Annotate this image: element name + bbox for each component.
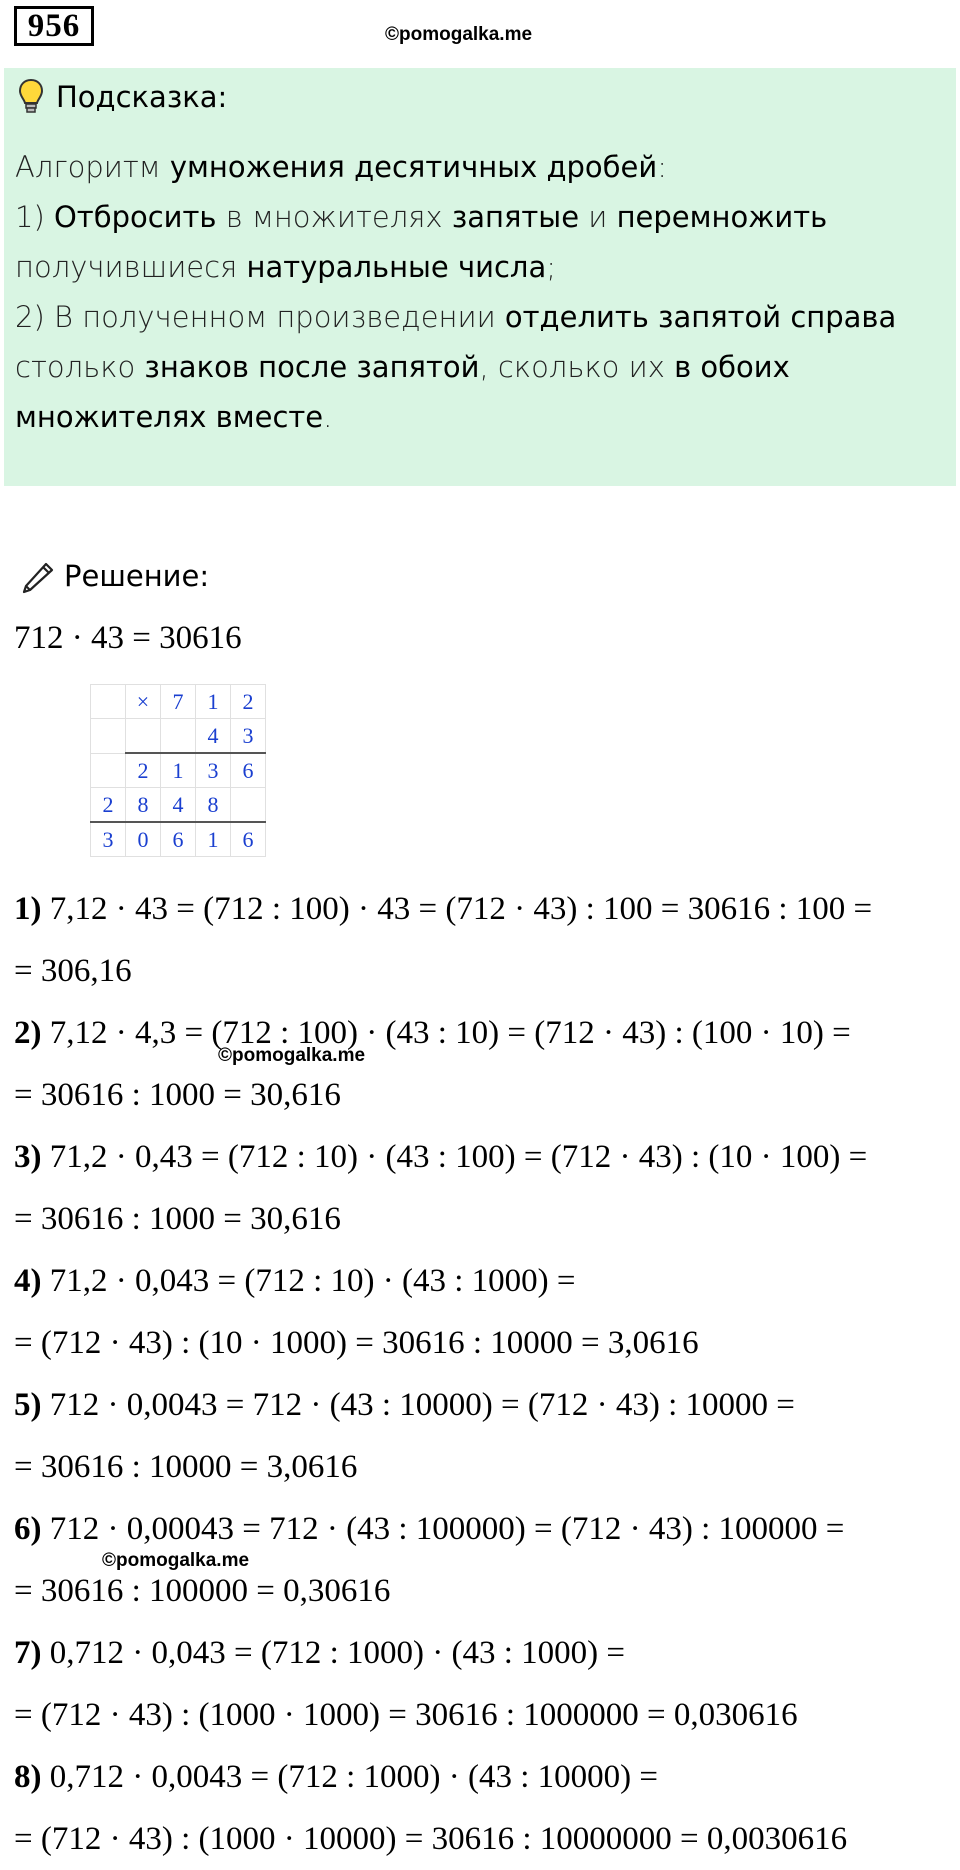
- calc-row: [91, 753, 266, 788]
- hint-box: [4, 68, 956, 486]
- hint-line-3: получившиеся натуральные числа;: [15, 250, 557, 284]
- step-6-line-1: 6) 712 · 0,00043 = 712 · (43 : 100000) = (712 · 43) : 100000 =: [14, 1511, 845, 1547]
- calc-cell: [91, 719, 126, 754]
- calc-cell: 8: [126, 788, 161, 823]
- step-3-line-2: = 30616 : 1000 = 30,616: [14, 1201, 341, 1237]
- calc-cell: 0: [126, 822, 161, 857]
- hint-line-1: Алгоритм умножения десятичных дробей:: [15, 150, 668, 184]
- hint-text: [15, 142, 945, 442]
- calc-cell: 4: [196, 719, 231, 754]
- step-5-line-2: = 30616 : 10000 = 3,0616: [14, 1449, 358, 1485]
- solution-heading: [18, 556, 209, 596]
- calc-cell: 2: [126, 753, 161, 788]
- problem-number: 956: [14, 6, 94, 46]
- calc-cell: [126, 719, 161, 754]
- calc-cell: 7: [161, 685, 196, 719]
- calc-cell: 8: [196, 788, 231, 823]
- calc-cell: 1: [196, 822, 231, 857]
- pencil-icon: [18, 556, 58, 596]
- column-multiplication: [90, 684, 266, 857]
- step-7-line-2: = (712 · 43) : (1000 · 1000) = 30616 : 1000000 = 0,030616: [14, 1697, 798, 1733]
- calc-cell: [91, 753, 126, 788]
- step-7-line-1: 7) 0,712 · 0,043 = (712 : 1000) · (43 : 1000) =: [14, 1635, 625, 1671]
- hint-line-5: столько знаков после запятой, сколько их в обоих: [15, 350, 790, 384]
- calc-cell: [91, 685, 126, 719]
- calc-cell: 6: [231, 822, 266, 857]
- step-4-line-1: 4) 71,2 · 0,043 = (712 : 10) · (43 : 1000) =: [14, 1263, 576, 1299]
- hint-heading: [18, 78, 227, 116]
- lightbulb-icon: [18, 78, 44, 116]
- calc-row: [91, 822, 266, 857]
- calc-cell: 3: [196, 753, 231, 788]
- step-1-line-2: = 306,16: [14, 953, 132, 989]
- calc-row: [91, 719, 266, 754]
- watermark-top: ©pomogalka.me: [385, 24, 533, 45]
- calc-row: [91, 685, 266, 719]
- main-equation: 712 · 43 = 30616: [14, 620, 242, 656]
- solution-title: Решение:: [64, 559, 210, 593]
- calc-cell: [161, 719, 196, 754]
- watermark-low: ©pomogalka.me: [102, 1550, 250, 1571]
- solution-steps: [14, 878, 954, 1870]
- step-2-line-1: 2) 7,12 · 4,3 = (712 : 100) · (43 : 10) = (712 · 43) : (100 · 10) =: [14, 1015, 851, 1051]
- calc-cell: 3: [91, 822, 126, 857]
- calc-cell: 2: [231, 685, 266, 719]
- calc-cell: ×: [126, 685, 161, 719]
- step-2-line-2: = 30616 : 1000 = 30,616: [14, 1077, 341, 1113]
- step-6-line-2: = 30616 : 100000 = 0,30616: [14, 1573, 391, 1609]
- hint-line-2: 1) Отбросить в множителях запятые и перемножить: [15, 200, 828, 234]
- calc-cell: 1: [196, 685, 231, 719]
- watermark-mid: ©pomogalka.me: [218, 1045, 366, 1066]
- step-3-line-1: 3) 71,2 · 0,43 = (712 : 10) · (43 : 100) = (712 · 43) : (10 · 100) =: [14, 1139, 868, 1175]
- calc-row: [91, 788, 266, 823]
- step-8-line-1: 8) 0,712 · 0,0043 = (712 : 1000) · (43 : 10000) =: [14, 1759, 658, 1795]
- calc-cell: 2: [91, 788, 126, 823]
- calc-cell: [231, 788, 266, 823]
- calc-cell: 4: [161, 788, 196, 823]
- step-5-line-1: 5) 712 · 0,0043 = 712 · (43 : 10000) = (712 · 43) : 10000 =: [14, 1387, 795, 1423]
- step-1-line-1: 1) 7,12 · 43 = (712 : 100) · 43 = (712 · 43) : 100 = 30616 : 100 =: [14, 891, 873, 927]
- calc-cell: 6: [161, 822, 196, 857]
- hint-line-6: множителях вместе.: [15, 400, 333, 434]
- calc-cell: 1: [161, 753, 196, 788]
- calc-cell: 6: [231, 753, 266, 788]
- hint-line-4: 2) В полученном произведении отделить запятой справа: [15, 300, 897, 334]
- step-8-line-2: = (712 · 43) : (1000 · 10000) = 30616 : 10000000 = 0,0030616: [14, 1821, 848, 1857]
- hint-title: Подсказка:: [56, 80, 228, 114]
- step-4-line-2: = (712 · 43) : (10 · 1000) = 30616 : 10000 = 3,0616: [14, 1325, 699, 1361]
- calc-cell: 3: [231, 719, 266, 754]
